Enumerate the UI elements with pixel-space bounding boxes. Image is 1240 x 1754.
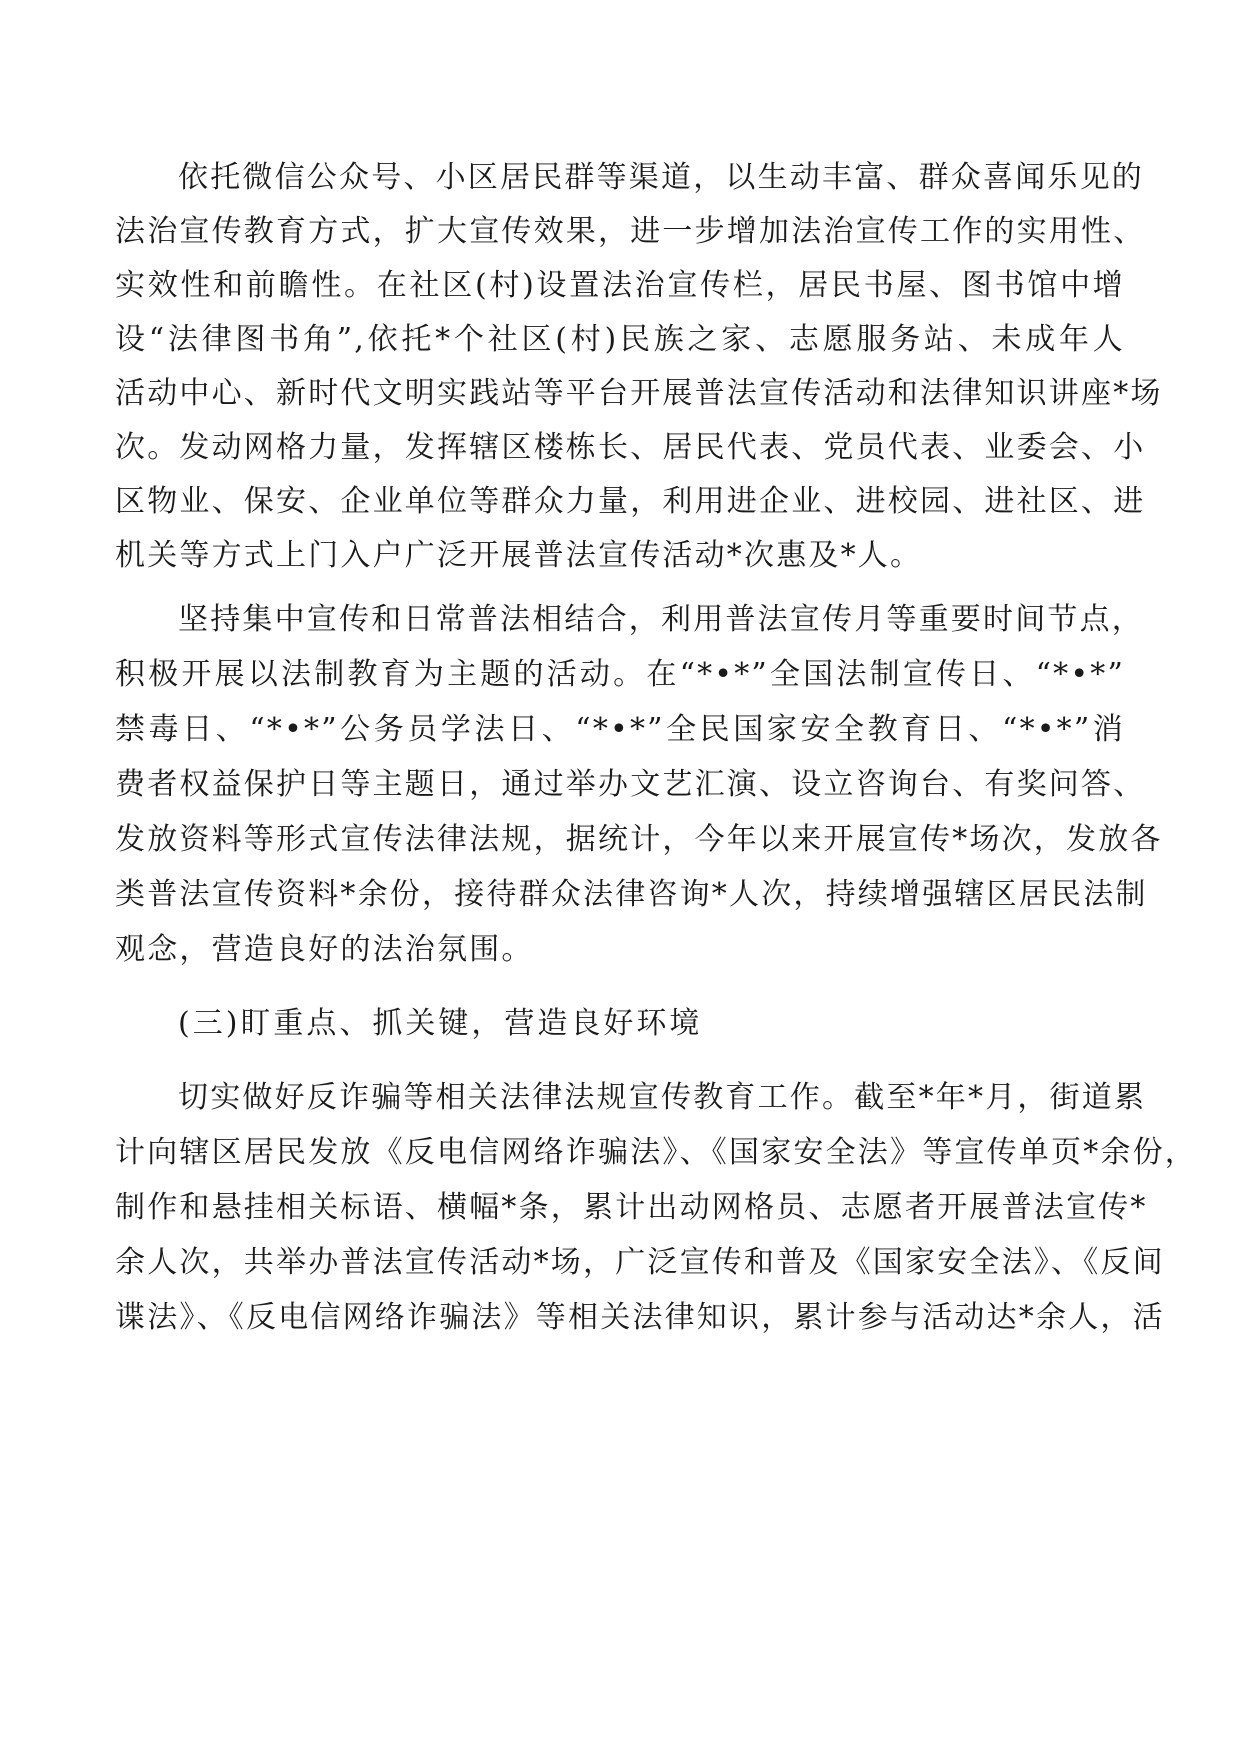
paragraph-line: 类普法宣传资料*余份，接待群众法律咨询*人次，持续增强辖区居民法制 [115, 877, 1148, 912]
section-heading: (三)盯重点、抓关键，营造良好环境 [178, 1006, 703, 1041]
paragraph-line: 次。发动网格力量，发挥辖区楼栋长、居民代表、党员代表、业委会、小 [115, 430, 1146, 465]
paragraph-line: 活动中心、新时代文明实践站等平台开展普法宣传活动和法律知识讲座*场 [115, 376, 1163, 411]
paragraph-line: 设“法律图书角”,依托*个社区(村)民族之家、志愿服务站、未成年人 [115, 322, 1125, 357]
paragraph-line: 机关等方式上门入户广泛开展普法宣传活动*次惠及*人。 [115, 538, 923, 573]
paragraph-line: 实效性和前瞻性。在社区(村)设置法治宣传栏，居民书屋、图书馆中增 [115, 268, 1125, 303]
paragraph-line: 观念，营造良好的法治氛围。 [115, 932, 534, 967]
paragraph-line: 发放资料等形式宣传法律法规，据统计，今年以来开展宣传*场次，发放各 [115, 822, 1163, 857]
paragraph-line: 切实做好反诈骗等相关法律法规宣传教育工作。截至*年*月，街道累 [178, 1080, 1147, 1115]
paragraph-line: 制作和悬挂相关标语、横幅*条，累计出动网格员、志愿者开展普法宣传* [115, 1190, 1148, 1225]
paragraph-line: 禁毒日、“*•*”公务员学法日、“*•*”全民国家安全教育日、“*•*”消 [115, 712, 1125, 747]
paragraph-line: 坚持集中宣传和日常普法相结合，利用普法宣传月等重要时间节点， [178, 602, 1144, 637]
paragraph-line: 区物业、保安、企业单位等群众力量，利用进企业、进校园、进社区、进 [115, 484, 1146, 519]
paragraph-line: 计向辖区居民发放《反电信网络诈骗法》、《国家安全法》等宣传单页*余份， [115, 1135, 1197, 1170]
paragraph-line: 法治宣传教育方式，扩大宣传效果，进一步增加法治宣传工作的实用性、 [115, 214, 1146, 249]
paragraph-line: 费者权益保护日等主题日，通过举办文艺汇演、设立咨询台、有奖问答、 [115, 767, 1146, 802]
paragraph-line: 积极开展以法制教育为主题的活动。在“*•*”全国法制宣传日、“*•*” [115, 657, 1125, 692]
paragraph-line: 依托微信公众号、小区居民群等渠道，以生动丰富、群众喜闻乐见的 [178, 160, 1144, 195]
paragraph-line: 谍法》、《反电信网络诈骗法》等相关法律知识，累计参与活动达*余人，活 [115, 1300, 1165, 1335]
paragraph-line: 余人次，共举办普法宣传活动*场，广泛宣传和普及《国家安全法》、《反间 [115, 1245, 1165, 1280]
